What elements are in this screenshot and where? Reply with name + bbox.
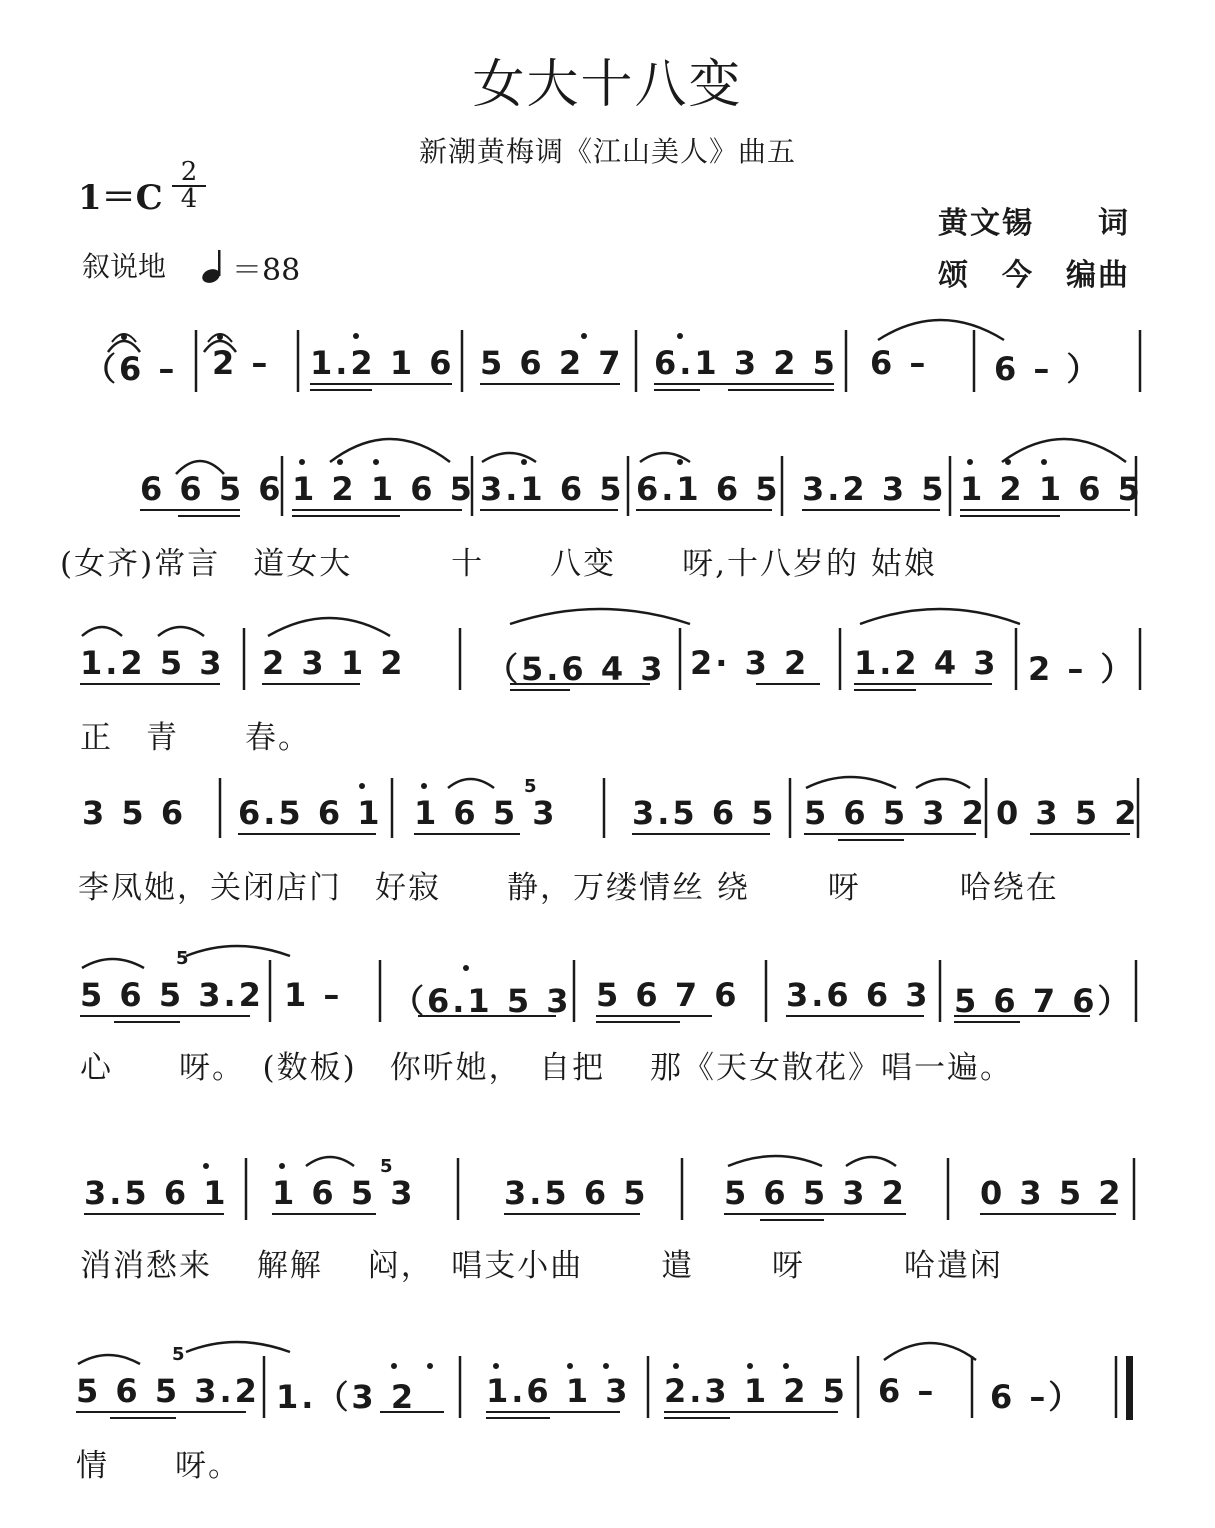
measure: 0 3 5 2: [980, 1174, 1124, 1212]
measure: 5 6 2 7: [480, 344, 624, 382]
measure: （6.1 5 3: [392, 982, 572, 1020]
measure: 2· 3 2: [690, 644, 810, 682]
measure: 6 6 5 6: [140, 470, 284, 508]
time-signature-bottom: 4: [180, 184, 198, 214]
measure: 2 3 1 2: [262, 644, 406, 682]
measure: 3.5 6 5: [632, 794, 777, 832]
grace-note: 5: [172, 1344, 185, 1365]
lyrics-line: 消消愁来 解解 闷， 唱支小曲 遣 呀 哈遣闲: [80, 1248, 1003, 1284]
measure: 1 6 5 3: [272, 1174, 416, 1212]
song-subtitle: 新潮黄梅调《江山美人》曲五: [418, 135, 796, 168]
grace-note: 5: [380, 1156, 393, 1177]
measure: 1.2 4 3: [854, 644, 999, 682]
lyrics-line: 正 青 春。: [80, 720, 311, 756]
key-signature: 1＝C: [78, 178, 163, 218]
measure: 3.6 6 3: [786, 976, 931, 1014]
measure: 5 6 5 3 2: [724, 1174, 907, 1212]
measure: 6 –: [878, 1372, 937, 1410]
measure: 3 5 6: [82, 794, 187, 832]
measure: 2 –: [212, 344, 271, 382]
measure: 1.6 1 3: [486, 1372, 631, 1410]
measure: 2.3 1 2 5: [664, 1372, 848, 1410]
measure: 1 2 1 6 5: [292, 470, 475, 508]
grace-note: 5: [524, 776, 537, 797]
measure: 5 6 5 3 2: [804, 794, 987, 832]
measure: 5 6 5 3.2: [80, 976, 264, 1014]
measure: 3.2 3 5: [802, 470, 947, 508]
measure: 1 2 1 6 5: [960, 470, 1143, 508]
measure: 1 6 5 3: [414, 794, 558, 832]
measure: 0 3 5 2: [996, 794, 1140, 832]
lyrics-line: 心 呀。 (数板) 你听她， 自把 那《天女散花》唱一遍。: [80, 1050, 1014, 1086]
lyricist-credit: 黄文锡 词: [938, 206, 1130, 241]
measure: 6 – ）: [994, 350, 1102, 388]
measure: 6 –）: [990, 1378, 1084, 1416]
measure: （6 –: [84, 350, 178, 388]
measure: 1.（3 2: [276, 1378, 417, 1416]
measure: （5.6 4 3: [486, 650, 666, 688]
measure: 2 – ）: [1028, 650, 1136, 688]
time-signature-top: 2: [172, 160, 206, 187]
grace-note: 5: [176, 948, 189, 969]
measure: 6.1 3 2 5: [654, 344, 838, 382]
song-title: 女大十八变: [472, 55, 743, 115]
measure: 3.5 6 5: [504, 1174, 649, 1212]
measure: 1.2 5 3: [80, 644, 225, 682]
measure: 1 –: [284, 976, 343, 1014]
lyrics-line: (女齐)常言 道女大 十 八变 呀,十八岁的 姑娘: [60, 546, 937, 582]
measure: 5 6 5 3.2: [76, 1372, 260, 1410]
lyrics-line: 李凤她，关闭店门 好寂 静，万缕情丝 绕 呀 哈绕在: [78, 870, 1059, 906]
composer-credit: 颂 今 编曲: [938, 258, 1130, 293]
lyrics-line: 情 呀。: [76, 1448, 241, 1484]
measure: 6 –: [870, 344, 929, 382]
measure: 5 6 7 6）: [954, 982, 1133, 1020]
measure: 1.2 1 6: [310, 344, 455, 382]
measure: 6.1 6 5: [636, 470, 781, 508]
measure: 5 6 7 6: [596, 976, 740, 1014]
measure: 6.5 6 1: [238, 794, 383, 832]
tempo-bpm: ＝88: [232, 253, 301, 288]
tempo-expression: 叙说地: [82, 250, 167, 283]
measure: 3.1 6 5: [480, 470, 625, 508]
measure: 3.5 6 1: [84, 1174, 229, 1212]
